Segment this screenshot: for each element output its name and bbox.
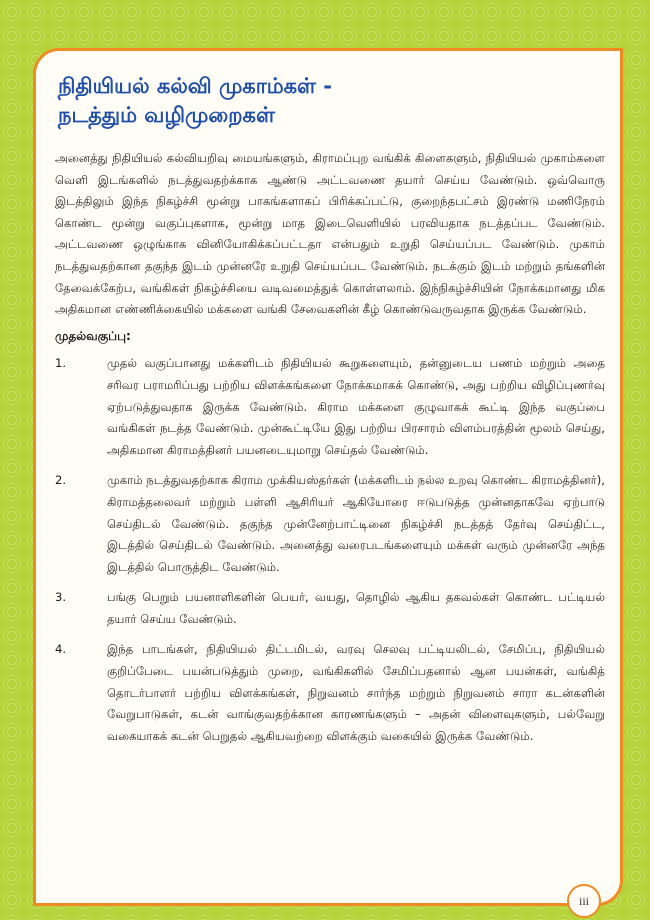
page-title [58, 72, 578, 130]
points-list [55, 353, 605, 747]
content-body [55, 148, 605, 756]
intro-paragraph: அனைத்து நிதியியல் கல்வியறிவு மையங்களும், கிராமப்புற வங்கிக் கிளைகளும், நிதியியல் முகாம்களை வெளி இடங்களில் நடத்துவதற்க்காக ஆண்டு அட்டவணை தயார் செய்ய வேண்டும். ஒவ்வொரு இடத்திலும் இந்த நிகழ்ச்சி மூன்று பாகங்களாகப் பிரிக்கப்பட்டு, குறைந்தபட்சம் இரண்டு மணிநேரம் கொண்ட மூன்று வகுப்புகளாக, மூன்று மாத இடைவெளியில் பரவியதாக நடத்தப்பட வேண்டும். அட்டவணை ஒழுங்காக வினியோகிக்கப்பட்டதா என்பதும் உறுதி செய்யப்பட வேண்டும். முகாம் நடத்துவதற்கான தகுந்த இடம் முன்னரே உறுதி செய்யப்பட வேண்டும். நடக்கும் இடம் மற்றும் தங்களின் தேவைக்கேற்ப, வங்கிகள் நிகழ்ச்சியை வடிவமைத்துக் கொள்ளலாம். இந்நிகழ்ச்சியின் நோக்கமானது மிக அதிகமான எண்ணிக்கையில் மக்களை வங்கி சேவைகளின் கீழ் கொண்டுவருவதாக இருக்க வேண்டும். [55, 151, 605, 317]
page-number-badge: iii [567, 884, 601, 918]
list-item-text: பங்கு பெறும் பயனாளிகளின் பெயர், வயது, தொழில் ஆகிய தகவல்கள் கொண்ட பட்டியல் தயார் செய்ய வேண்டும். [107, 590, 605, 626]
list-item-text: முகாம் நடத்துவதற்காக கிராம முக்கியஸ்தர்கள் (மக்களிடம் நல்ல உறவு கொண்ட கிராமத்தினர்), கிராமத்தலைவர் மற்றும் பள்ளி ஆசிரியர் ஆகியோரை ஈடுபடுத்த முன்னதாகவே ஏற்பாடு செய்திடல் வேண்டும். தகுந்த முன்னேற்பாட்டினை நிகழ்ச்சி நடத்தத் தேர்வு செய்திட்ட, இடத்தில் செய்திடல் வேண்டும். அனைத்து வரைபடங்களையும் மக்கள் வரும் முன்னரே அந்த இடத்தில் பொருத்திட வேண்டும். [107, 473, 605, 574]
list-item-text: இந்த பாடங்கள், நிதியியல் திட்டமிடல், வரவு செலவு பட்டியலிடல், சேமிப்பு, நிதியியல் குறிப்பேடை பயன்படுத்தும் முறை, வங்கிகளில் சேமிப்பதனால் ஆன பயன்கள், வங்கித் தொடர்பாளர் பற்றிய விளக்கங்கள், நிறுவனம் சார்ந்த மற்றும் நிறுவனம் சாரா கடன்களின் வேறுபாடுகள், கடன் வாங்குவதற்க்கான காரணங்களும் – அதன் விளைவுகளும், பல்வேறு வகையாகக் கடன் பெறுதல் ஆகியவற்றை விளக்கும் வகையில் இருக்க வேண்டும். [107, 642, 605, 743]
list-item-number: 3. [55, 590, 67, 605]
list-item-text: முதல் வகுப்பானது மக்களிடம் நிதியியல் கூறுகளையும், தன்னுடைய பணம் மற்றும் அதை சரிவர பராமரிப்பது பற்றிய விளக்கங்களை நோக்கமாகக் கொண்டு, அது பற்றிய விழிப்புணர்வு ஏற்படுத்துவதாக இருக்க வேண்டும். கிராம மக்களை குழுவாகக் கூட்டி இந்த வகுப்பை வங்கிகள் நடத்த வேண்டும். முன்கூட்டியே இது பற்றிய பிரசாரம் விளம்பரத்தின் மூலம் செய்து, அதிகமான கிராமத்தினர் பயனடையுமாறு செய்தல் வேண்டும். [107, 356, 605, 457]
list-item-number: 4. [55, 642, 67, 657]
list-item [55, 639, 605, 747]
list-item-number: 2. [55, 473, 67, 488]
list-item [55, 470, 605, 578]
list-item-number: 1. [55, 356, 67, 371]
title-line-1: நிதியியல் கல்வி முகாம்கள் - [58, 74, 332, 98]
list-item [55, 353, 605, 461]
list-item [55, 587, 605, 630]
section-heading: முதல்வகுப்பு: [55, 328, 131, 343]
title-line-2: நடத்தும் வழிமுறைகள் [58, 103, 275, 127]
